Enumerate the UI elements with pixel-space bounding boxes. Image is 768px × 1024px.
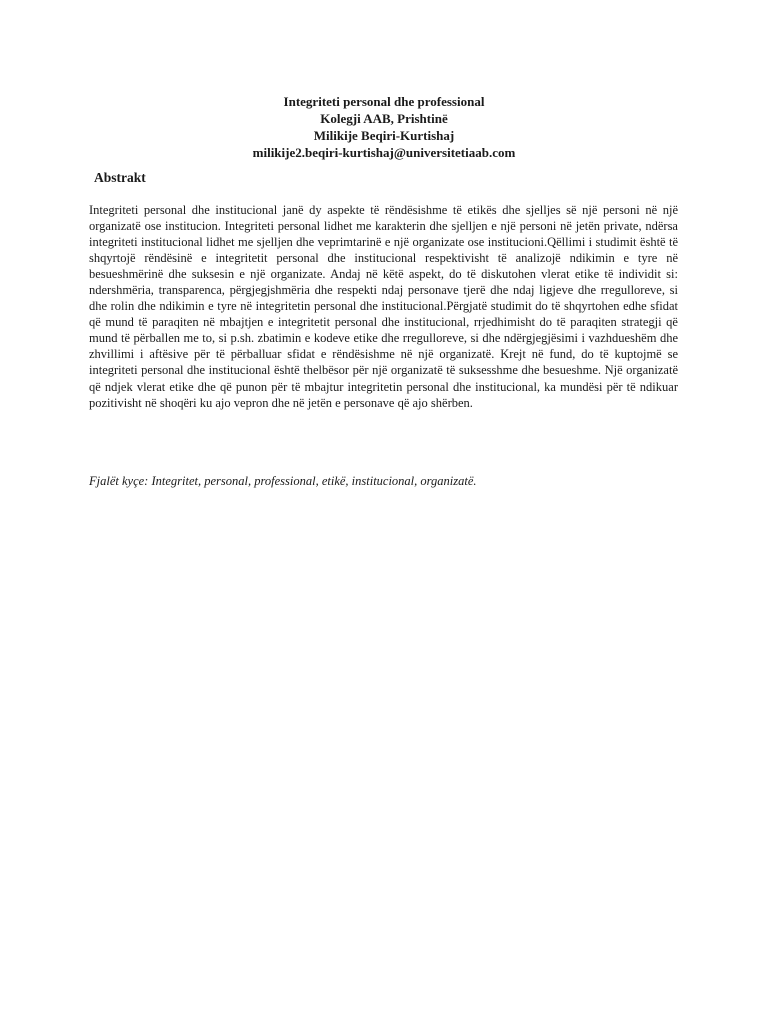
abstract-heading: Abstrakt — [94, 170, 146, 185]
institution-name: Kolegji AAB, Prishtinë — [320, 111, 448, 126]
abstract-body: Integriteti personal dhe institucional janë dy aspekte të rëndësishme të etikës dhe sjelljes së një personi në një organizatë ose institucion. Integriteti personal lidhet me karakterin dhe sjelljen e një personi në jetën private, ndërsa integriteti institucional lidhet me sjelljen dhe veprimtarinë e një organizate ose institucioni.Qëllimi i studimit është të shqyrtojë rëndësinë e integritetit personal dhe institucional respektivisht të analizojë ndikimin e tyre në besueshmërinë dhe suksesin e një organizate. Andaj në këtë aspekt, do të diskutohen vlerat etike të individit si: ndershmëria, transparenca, përgjegjshmëria dhe respekti ndaj personave tjerë dhe ndaj ligjeve dhe rregulloreve, si dhe rolin dhe ndikimin e tyre në integritetin personal dhe institucional.Përgjatë studimit do të shqyrtohen edhe sfidat që mund të paraqiten në mbajtjen e integritetit personal dhe institucional, rrjedhimisht do të paraqiten strategji që mund të përballen me to, si p.sh. zbatimin e kodeve etike dhe rregulloreve, si dhe ndërgjegjësimi i vazhdueshëm dhe zhvillimi i aftësive për të përballuar sfidat e rëndësishme në një organizatë. Krejt në fund, do të kuptojmë se integriteti personal dhe institucional është thelbësor për një organizatë të suksesshme dhe besueshme. Një organizatë që ndjek vlerat etike dhe që punon për të mbajtur integritetin personal dhe institucional, ka mundësi për të ndikuar pozitivisht në shoqëri ku ajo vepron dhe në jetën e personave që ajo shërben. — [89, 203, 678, 410]
document-header — [0, 93, 768, 161]
author-email: milikije2.beqiri-kurtishaj@universitetiaab.com — [252, 145, 516, 160]
paper-title: Integriteti personal dhe professional — [283, 94, 485, 109]
keywords-line: Fjalët kyçe: Integritet, personal, professional, etikë, institucional, organizatë. — [89, 474, 477, 488]
author-name: Milikije Beqiri-Kurtishaj — [313, 128, 455, 143]
